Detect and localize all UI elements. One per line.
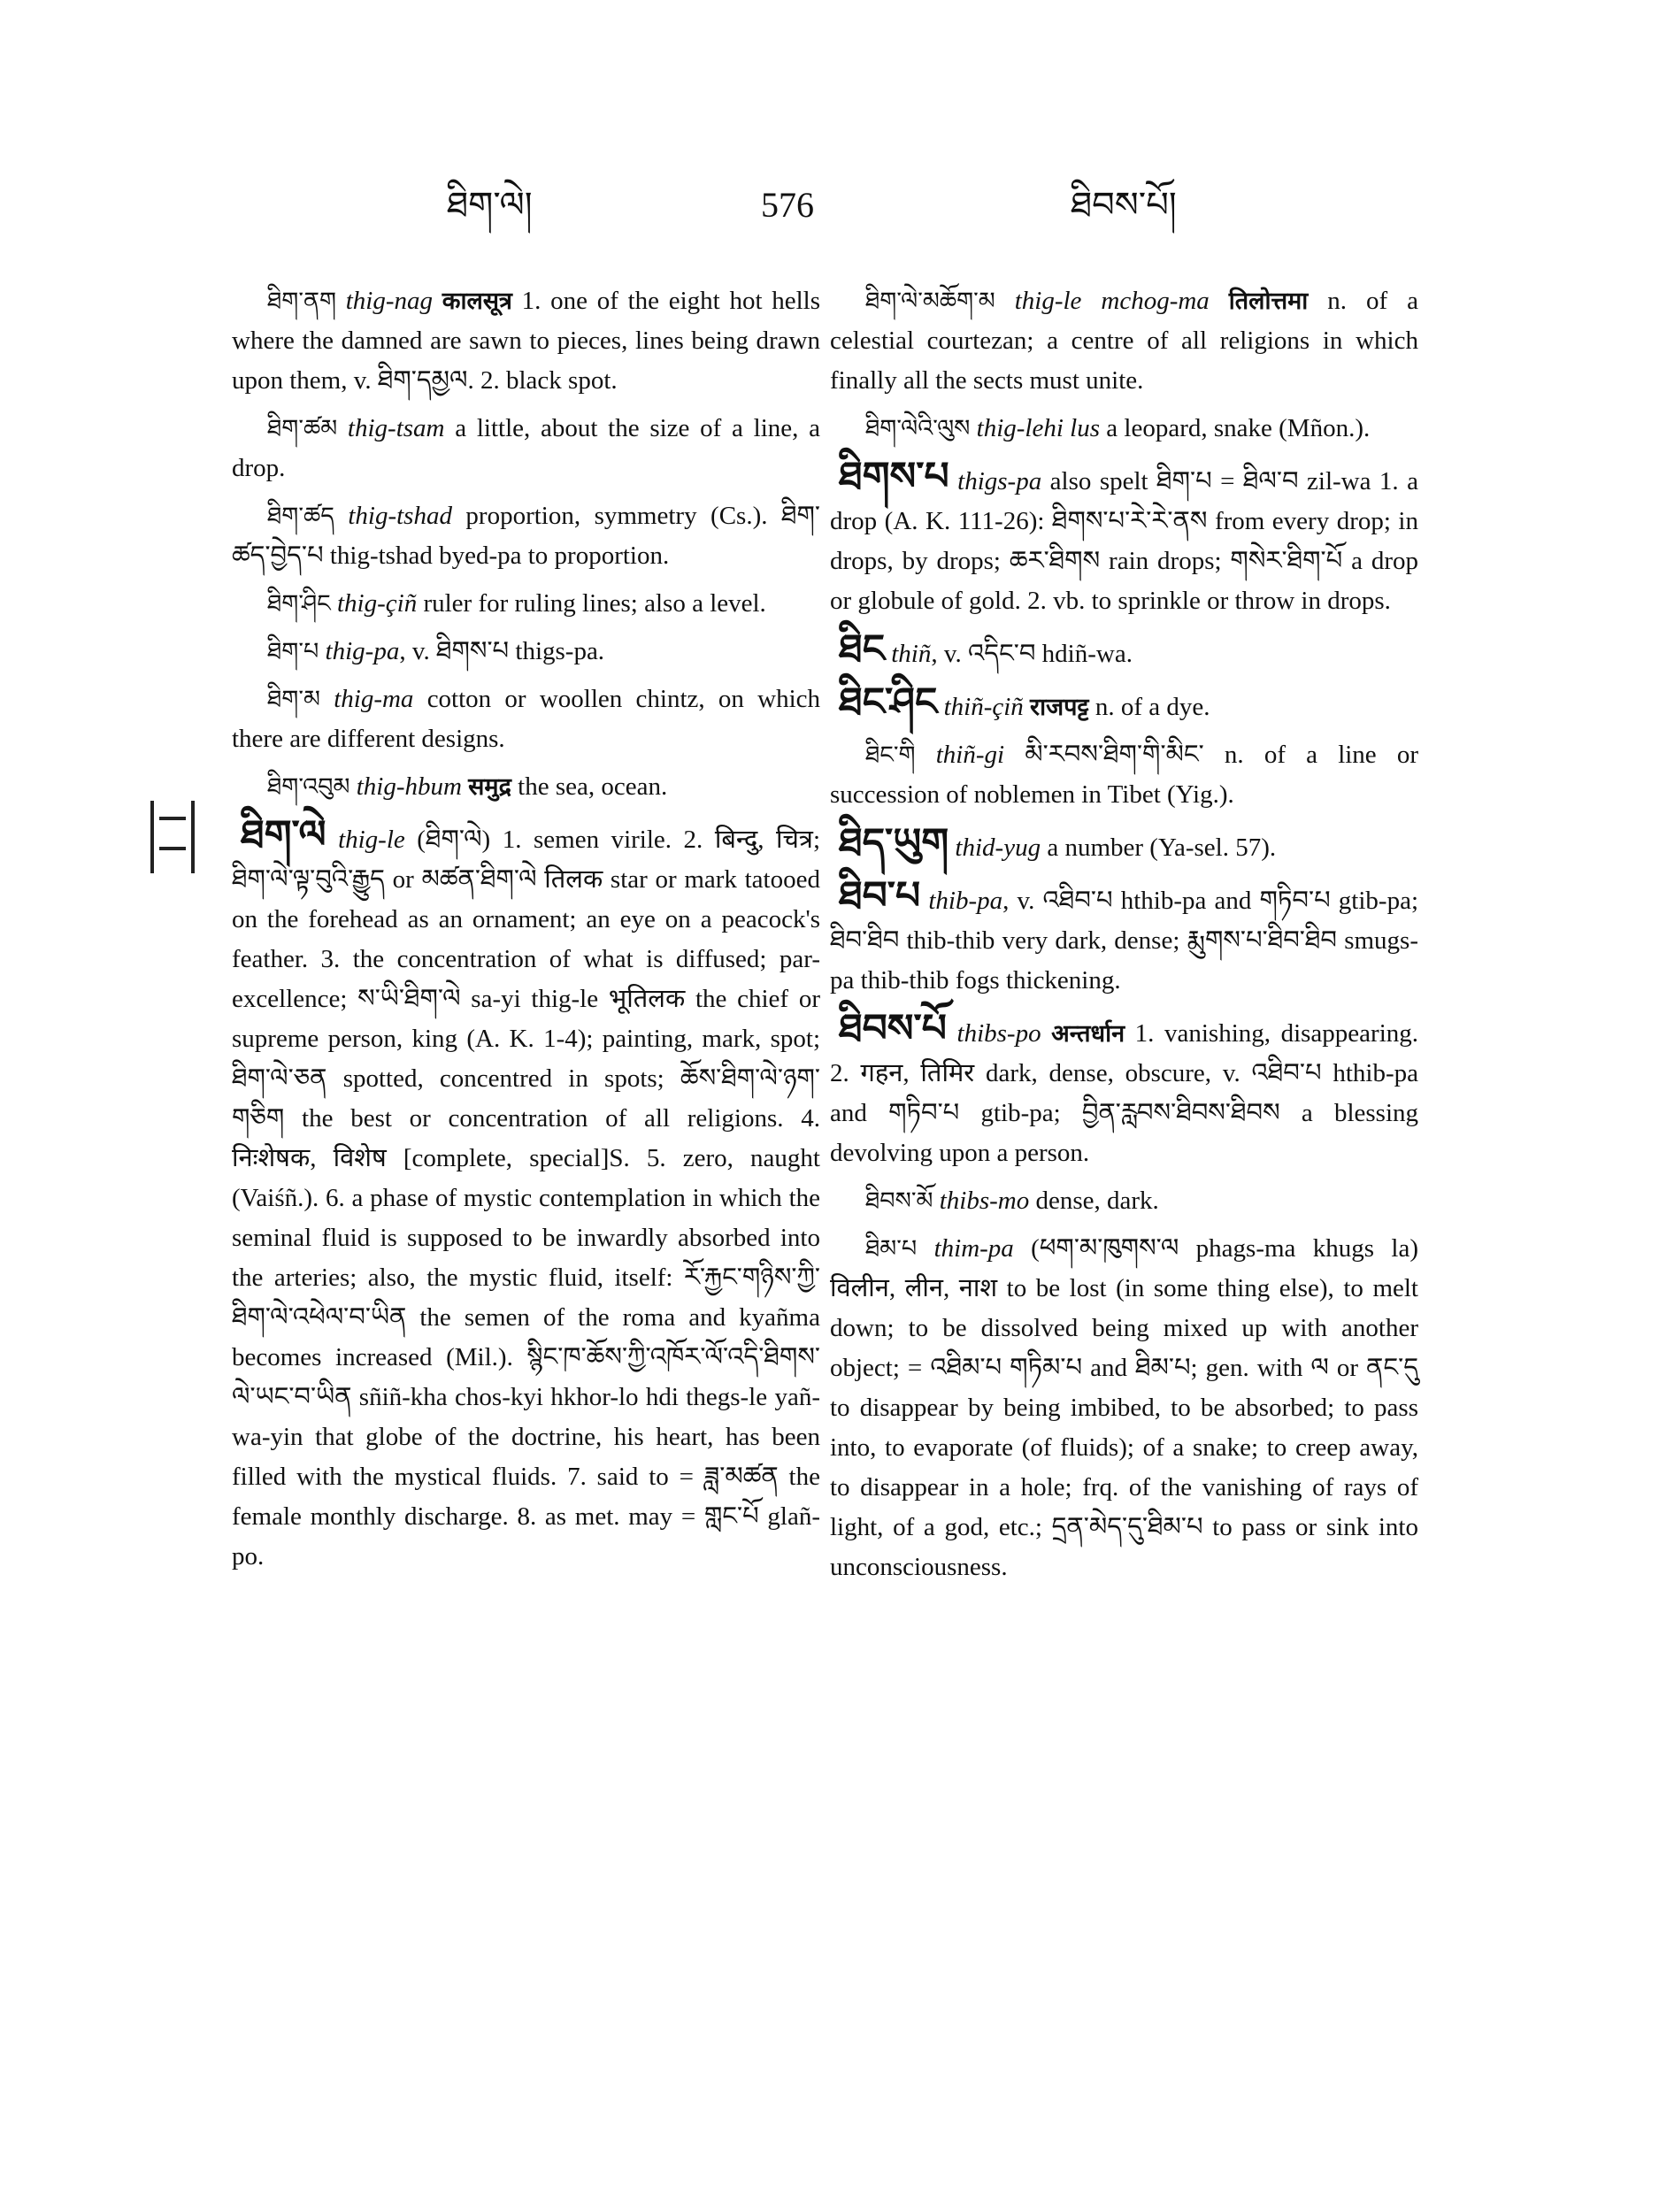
entry-headword-tibetan: ཐིག་ལེའི་ལུས xyxy=(865,415,971,442)
entry-transliteration: thibs-po xyxy=(956,1019,1041,1048)
entry-headword-tibetan: ཐིབས་མོ xyxy=(865,1187,933,1214)
entry-sanskrit: तिलोत्तमा xyxy=(1228,288,1309,314)
entry-definition: dense, dark. xyxy=(1029,1187,1159,1215)
entry-definition: , v. འཐིབ་པ hthib-pa and གཏིབ་པ gtib-pa; ཐིབ་ཐིབ thib-thib very dark, dense; རྨུགས་པ་ཐིབ་ཐིབ smugs-pa thib-thib fogs thickening. xyxy=(830,887,1419,995)
dictionary-entry xyxy=(232,496,820,576)
entry-transliteration: thig-tshad xyxy=(348,502,452,530)
dictionary-entry xyxy=(232,409,820,488)
entry-definition: (ཕག་མ་ཁུགས་ལ phags-ma khugs la) विलीन, लीन, नाश to be lost (in some thing else), to melt down; to be dissolved being mixed up with another object; = འཐིམ་པ གཏིམ་པ and ཐིམ་པ; gen. with ལ or ནང་དུ to disappear by being imbibed, to be absorbed; to pass into, to evaporate (of fluids); of a snake; to creep away, to disappear in a hole; frq. of the vanishing of rays of light, of a god, etc.; དྲན་མེད་དུ་ཐིམ་པ to pass or sink into unconsciousness. xyxy=(830,1234,1418,1581)
entry-transliteration: thim-pa xyxy=(933,1234,1014,1263)
right-column xyxy=(830,281,1418,1595)
entry-definition: a little, about the size of a line, a drop. xyxy=(232,414,821,482)
entry-transliteration: thiñ xyxy=(891,640,932,668)
dictionary-entry xyxy=(232,584,820,624)
dictionary-entry xyxy=(830,876,1418,1001)
entry-headword-tibetan: ཐིག་མ xyxy=(267,686,320,712)
dictionary-entry xyxy=(830,1009,1418,1173)
entry-transliteration: thig-hbum xyxy=(356,772,462,801)
entry-definition: མི་རབས་ཐིག་གི་མིང་ n. of a line or succession of noblemen in Tibet (Yig.). xyxy=(830,741,1418,809)
entry-definition: 1. one of the eight hot hells where the damned are sawn to pieces, lines being drawn upon them, v. ཐིག་དམྱལ. 2. black spot. xyxy=(232,287,820,395)
entry-sanskrit: राजपट्ट xyxy=(1030,694,1089,720)
entry-headword-tibetan: ཐིག་ཚམ xyxy=(267,415,338,442)
entry-definition: cotton or woollen chintz, on which there are different designs. xyxy=(232,685,821,753)
dictionary-entry xyxy=(232,767,820,807)
entry-transliteration: thib-pa xyxy=(928,887,1003,915)
running-head-left: ཐིག་ལེ། xyxy=(447,185,533,226)
entry-sanskrit: अन्तर्धान xyxy=(1051,1020,1125,1047)
dictionary-entry xyxy=(232,281,820,401)
entry-transliteration: thig-ma xyxy=(334,685,414,713)
entry-definition: 1. vanishing, disappearing. 2. गहन, तिमिर dark, dense, obscure, v. འཐིབ་པ hthib-pa and གཏིབ་པ gtib-pa; བྱིན་རླབས་ཐིབས་ཐིབས a blessing devolving upon a person. xyxy=(830,1019,1418,1167)
dictionary-entry xyxy=(830,1181,1418,1221)
entry-transliteration: thibs-mo xyxy=(939,1187,1030,1215)
entry-headword-tibetan: ཐིང xyxy=(839,627,885,671)
entry-transliteration: thig-çiñ xyxy=(337,589,418,618)
dictionary-entry xyxy=(232,815,820,1577)
dictionary-entry xyxy=(232,680,820,759)
entry-sanskrit: कालसूत्र xyxy=(442,288,512,314)
dictionary-entry xyxy=(830,457,1418,621)
entry-transliteration: thig-lehi lus xyxy=(976,414,1101,442)
entry-headword-tibetan: ཐིག་འབུམ xyxy=(267,773,350,800)
entry-headword-tibetan: ཐིང་གི xyxy=(865,741,916,768)
entry-definition: n. of a dye. xyxy=(1088,693,1210,721)
entry-definition: the sea, ocean. xyxy=(511,772,668,801)
entry-headword-tibetan: ཐིག་ལེ xyxy=(241,813,326,856)
entry-definition: (ཐིག་ལེ) 1. semen virile. 2. बिन्दु, चित्र; ཐིག་ལེ་ལྟ་བུའི་རྒྱུད or མཚན་ཐིག་ལེ तिलक star or mark tatooed on the forehead as an ornament; an eye on a peacock's feather. 3. the concentration of what is diffused; par-excellence; ས་ཡི་ཐིག་ལེ sa-yi thig-le भूतिलक the chief or supreme person, king (A. K. 1-4); painting, mark, spot; ཐིག་ལེ་ཅན spotted, concentred in spots; ཆོས་ཐིག་ལེ་ཉག་གཅིག the best or concentration of all religions. 4. निःशेषक, विशेष [complete, special]S. 5. zero, naught (Vaiśñ.). 6. a phase of mystic contemplation in which the seminal fluid is supposed to be inwardly absorbed into the arteries; also, the mystic fluid, itself: རོ་རྐྱང་གཉིས་ཀྱི་ཐིག་ལེ་འཕེལ་བ་ཡིན the semen of the roma and kyañma becomes increased (Mil.). སྙིང་ཁ་ཆོས་ཀྱི་འཁོར་ལོ་འདི་ཐིགས་ལེ་ཡང་བ་ཡིན sñiñ-kha chos-kyi hkhor-lo hdi thegs-le yañ-wa-yin that globe of the doctrine, his heart, has been filled with the mystical fluids. 7. said to = ཟླ་མཚན the female monthly discharge. 8. as met. may = གླང་པོ glañ-po. xyxy=(232,826,820,1571)
entry-transliteration: thig-tsam xyxy=(347,414,445,442)
entry-definition: n. of a celestial courtezan; a centre of all religions in which finally all the sects must unite. xyxy=(830,287,1419,395)
dictionary-entry xyxy=(232,632,820,672)
page-number: 576 xyxy=(761,185,814,225)
entry-transliteration: thigs-pa xyxy=(957,467,1042,495)
entry-headword-tibetan: ཐིག་པ xyxy=(267,638,319,664)
entry-transliteration: thig-nag xyxy=(345,287,434,315)
entry-headword-tibetan: ཐིག་ལེ་མཆོག་མ xyxy=(865,288,995,314)
dictionary-entry xyxy=(830,409,1418,449)
entry-headword-tibetan: ཐིག་ཤིང xyxy=(267,590,331,617)
entry-transliteration: thid-yug xyxy=(955,833,1041,862)
entry-headword-tibetan: ཐིགས་པ xyxy=(839,455,949,498)
dictionary-entry xyxy=(830,682,1418,727)
dictionary-entry xyxy=(830,281,1418,401)
dictionary-entry xyxy=(830,735,1418,815)
entry-headword-tibetan: ཐིག་ནག xyxy=(267,288,337,314)
entry-sanskrit: समुद्र xyxy=(468,773,511,800)
dictionary-entry xyxy=(830,1229,1418,1587)
entry-definition: proportion, symmetry (Cs.). ཐིག་ཚད་བྱེད་པ thig-tshad byed-pa to proportion. xyxy=(232,502,820,570)
entry-headword-tibetan: ཐིབ་པ xyxy=(839,874,921,918)
entry-transliteration: thig-le xyxy=(338,826,405,854)
entry-transliteration: thiñ-çiñ xyxy=(943,693,1024,721)
dictionary-entry xyxy=(830,629,1418,674)
entry-definition: a number (Ya-sel. 57). xyxy=(1041,833,1277,862)
entry-headword-tibetan: ཐིད་ཡུག xyxy=(839,821,949,864)
entry-definition: , v. འདིང་བ hdiñ-wa. xyxy=(931,640,1133,668)
entry-headword-tibetan: ཐིང་ཤིང xyxy=(839,680,938,724)
entry-headword-tibetan: ཐིག་ཚད xyxy=(267,503,334,529)
entry-definition: , v. ཐིགས་པ thigs-pa. xyxy=(399,637,605,665)
entry-definition: a leopard, snake (Mñon.). xyxy=(1100,414,1371,442)
margin-library-stamp-icon xyxy=(150,801,195,873)
entry-headword-tibetan: ཐིམ་པ xyxy=(865,1235,918,1262)
entry-headword-tibetan: ཐིབས་པོ xyxy=(839,1007,947,1050)
entry-definition: ruler for ruling lines; also a level. xyxy=(417,589,766,618)
entry-definition: also spelt ཐིག་པ = ཐིལ་བ zil-wa 1. a drop (A. K. 111-26): ཐིགས་པ་རེ་རེ་ནས from every drop; in drops, by drops; ཆར་ཐིགས rain drops; གསེར་ཐིག་པོ a drop or globule of gold. 2. vb. to sprinkle or throw in drops. xyxy=(830,467,1419,615)
entry-transliteration: thiñ-gi xyxy=(935,741,1005,769)
dictionary-entry xyxy=(830,823,1418,868)
running-head-right: ཐིབས་པོ། xyxy=(1071,185,1177,226)
entry-transliteration: thig-pa xyxy=(325,637,400,665)
entry-transliteration: thig-le mchog-ma xyxy=(1014,287,1210,315)
left-column xyxy=(232,281,820,1585)
